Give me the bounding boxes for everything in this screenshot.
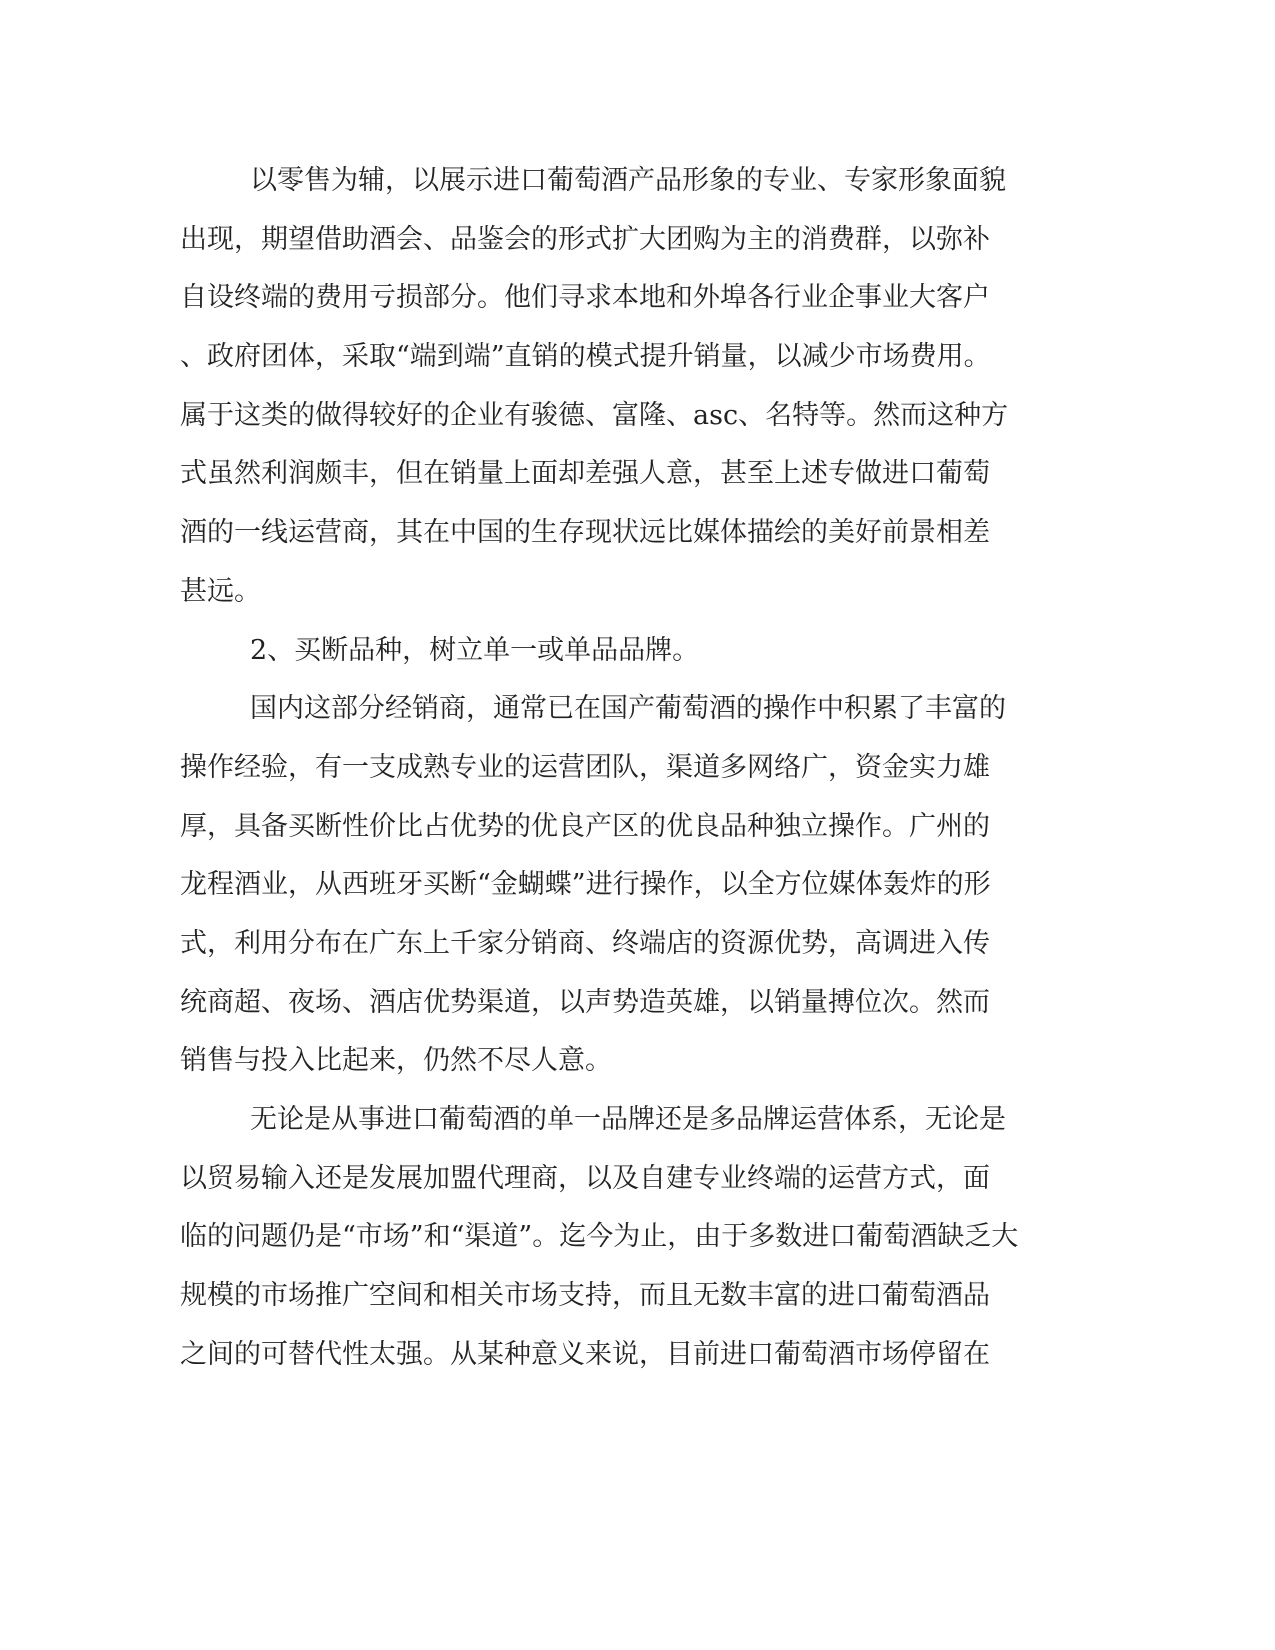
text-line: 龙程酒业，从西班牙买断“金蝴蝶”进行操作，以全方位媒体轰炸的形	[180, 869, 991, 901]
text-line: 酒的一线运营商，其在中国的生存现状远比媒体描绘的美好前景相差	[180, 517, 990, 549]
document-body	[180, 152, 1060, 1384]
text-line: 以贸易输入还是发展加盟代理商，以及自建专业终端的运营方式，面	[180, 1162, 990, 1194]
text-line: 式，利用分布在广东上千家分销商、终端店的资源优势，高调进入传	[180, 927, 990, 959]
text-line: 操作经验，有一支成熟专业的运营团队，渠道多网络广，资金实力雄	[180, 751, 990, 783]
text-line: 厚，具备买断性价比占优势的优良产区的优良品种独立操作。广州的	[180, 810, 990, 842]
text-line: 2、买断品种，树立单一或单品品牌。	[250, 634, 700, 666]
text-line: 式虽然利润颇丰，但在销量上面却差强人意，甚至上述专做进口葡萄	[180, 458, 990, 490]
text-line: 销售与投入比起来，仍然不尽人意。	[180, 1045, 612, 1077]
text-line: 国内这部分经销商，通常已在国产葡萄酒的操作中积累了丰富的	[250, 693, 1006, 725]
text-line: 统商超、夜场、酒店优势渠道，以声势造英雄，以销量搏位次。然而	[180, 986, 990, 1018]
text-line: 自设终端的费用亏损部分。他们寻求本地和外埠各行业企事业大客户	[180, 282, 990, 314]
text-line: 无论是从事进口葡萄酒的单一品牌还是多品牌运营体系，无论是	[250, 1104, 1006, 1135]
text-line: 规模的市场推广空间和相关市场支持，而且无数丰富的进口葡萄酒品	[180, 1280, 990, 1312]
text-line: 、政府团体，采取“端到端”直销的模式提升销量，以减少市场费用。	[180, 341, 991, 373]
text-line: 临的问题仍是“市场”和“渠道”。迄今为止，由于多数进口葡萄酒缺乏大	[180, 1221, 1019, 1253]
text-line: 出现，期望借助酒会、品鉴会的形式扩大团购为主的消费群，以弥补	[180, 223, 990, 255]
text-line: 甚远。	[180, 575, 261, 607]
text-line: 以零售为辅，以展示进口葡萄酒产品形象的专业、专家形象面貌	[250, 165, 1006, 196]
text-line: 属于这类的做得较好的企业有骏德、富隆、asc、名特等。然而这种方	[180, 399, 1009, 431]
text-line: 之间的可替代性太强。从某种意义来说，目前进口葡萄酒市场停留在	[180, 1338, 990, 1370]
